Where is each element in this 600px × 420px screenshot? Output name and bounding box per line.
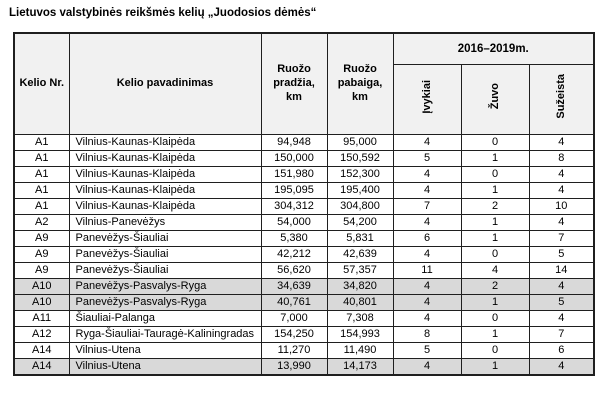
- cell-zuvo: 1: [461, 182, 529, 198]
- header-road-name: Kelio pavadinimas: [69, 33, 261, 134]
- header-injured-label: Sužeista: [554, 74, 567, 119]
- cell-suzeista: 4: [529, 134, 594, 150]
- cell-start: 154,250: [261, 326, 327, 342]
- table-row: [14, 358, 594, 375]
- cell-nr: A14: [14, 358, 69, 375]
- cell-ivykiai: 4: [393, 310, 461, 326]
- cell-start: 151,980: [261, 166, 327, 182]
- cell-end: 14,173: [327, 358, 393, 375]
- cell-nr: A1: [14, 166, 69, 182]
- cell-suzeista: 4: [529, 166, 594, 182]
- header-injured: [529, 64, 594, 134]
- cell-zuvo: 1: [461, 150, 529, 166]
- cell-start: 11,270: [261, 342, 327, 358]
- cell-zuvo: 2: [461, 278, 529, 294]
- cell-nr: A1: [14, 198, 69, 214]
- header-accidents: [393, 64, 461, 134]
- header-row-group: [14, 33, 594, 64]
- cell-zuvo: 0: [461, 342, 529, 358]
- cell-end: 5,831: [327, 230, 393, 246]
- table-row: [14, 342, 594, 358]
- cell-end: 195,400: [327, 182, 393, 198]
- table-row: [14, 278, 594, 294]
- table-row: [14, 230, 594, 246]
- cell-ivykiai: 4: [393, 166, 461, 182]
- table-row: [14, 246, 594, 262]
- cell-start: 56,620: [261, 262, 327, 278]
- cell-ivykiai: 4: [393, 358, 461, 375]
- cell-nr: A11: [14, 310, 69, 326]
- cell-suzeista: 5: [529, 246, 594, 262]
- cell-name: Vilnius-Utena: [69, 342, 261, 358]
- cell-name: Vilnius-Kaunas-Klaipėda: [69, 166, 261, 182]
- cell-nr: A1: [14, 150, 69, 166]
- table-row: [14, 214, 594, 230]
- cell-name: Panevėžys-Šiauliai: [69, 246, 261, 262]
- cell-nr: A9: [14, 246, 69, 262]
- cell-name: Vilnius-Utena: [69, 358, 261, 375]
- cell-nr: A10: [14, 278, 69, 294]
- cell-end: 11,490: [327, 342, 393, 358]
- cell-ivykiai: 4: [393, 134, 461, 150]
- cell-name: Vilnius-Kaunas-Klaipėda: [69, 198, 261, 214]
- cell-suzeista: 4: [529, 182, 594, 198]
- cell-nr: A9: [14, 230, 69, 246]
- cell-zuvo: 1: [461, 294, 529, 310]
- cell-start: 7,000: [261, 310, 327, 326]
- table-row: [14, 262, 594, 278]
- header-accidents-label: Įvykiai: [420, 79, 433, 114]
- cell-nr: A12: [14, 326, 69, 342]
- cell-end: 152,300: [327, 166, 393, 182]
- cell-nr: A14: [14, 342, 69, 358]
- cell-ivykiai: 8: [393, 326, 461, 342]
- cell-name: Vilnius-Kaunas-Klaipėda: [69, 134, 261, 150]
- table-row: [14, 310, 594, 326]
- cell-zuvo: 1: [461, 358, 529, 375]
- cell-nr: A1: [14, 134, 69, 150]
- cell-suzeista: 7: [529, 326, 594, 342]
- cell-end: 304,800: [327, 198, 393, 214]
- cell-zuvo: 0: [461, 246, 529, 262]
- cell-ivykiai: 4: [393, 294, 461, 310]
- cell-start: 94,948: [261, 134, 327, 150]
- header-killed: [461, 64, 529, 134]
- table-body: [14, 134, 594, 375]
- cell-end: 7,308: [327, 310, 393, 326]
- cell-suzeista: 7: [529, 230, 594, 246]
- cell-suzeista: 4: [529, 358, 594, 375]
- cell-zuvo: 2: [461, 198, 529, 214]
- cell-ivykiai: 5: [393, 150, 461, 166]
- cell-start: 13,990: [261, 358, 327, 375]
- table-row: [14, 198, 594, 214]
- cell-suzeista: 8: [529, 150, 594, 166]
- cell-start: 40,761: [261, 294, 327, 310]
- cell-ivykiai: 7: [393, 198, 461, 214]
- cell-nr: A10: [14, 294, 69, 310]
- header-killed-label: Žuvo: [488, 83, 501, 110]
- cell-suzeista: 4: [529, 310, 594, 326]
- table-row: [14, 150, 594, 166]
- cell-zuvo: 0: [461, 166, 529, 182]
- cell-zuvo: 1: [461, 214, 529, 230]
- cell-name: Vilnius-Kaunas-Klaipėda: [69, 182, 261, 198]
- cell-name: Vilnius-Kaunas-Klaipėda: [69, 150, 261, 166]
- table-header: [14, 33, 594, 134]
- cell-nr: A2: [14, 214, 69, 230]
- cell-name: Panevėžys-Šiauliai: [69, 262, 261, 278]
- header-section-start: Ruožo pradžia, km: [261, 33, 327, 134]
- table-row: [14, 134, 594, 150]
- cell-suzeista: 4: [529, 214, 594, 230]
- cell-end: 150,592: [327, 150, 393, 166]
- cell-zuvo: 1: [461, 326, 529, 342]
- blackspots-table: [13, 32, 595, 376]
- table-row: [14, 166, 594, 182]
- cell-end: 154,993: [327, 326, 393, 342]
- cell-nr: A1: [14, 182, 69, 198]
- cell-end: 95,000: [327, 134, 393, 150]
- cell-zuvo: 1: [461, 230, 529, 246]
- cell-start: 5,380: [261, 230, 327, 246]
- header-road-nr: Kelio Nr.: [14, 33, 69, 134]
- cell-name: Panevėžys-Pasvalys-Ryga: [69, 294, 261, 310]
- cell-suzeista: 14: [529, 262, 594, 278]
- header-section-end: Ruožo pabaiga, km: [327, 33, 393, 134]
- cell-end: 57,357: [327, 262, 393, 278]
- cell-start: 54,000: [261, 214, 327, 230]
- page-title: Lietuvos valstybinės reikšmės kelių „Juodosios dėmės“: [9, 7, 317, 19]
- cell-name: Vilnius-Panevėžys: [69, 214, 261, 230]
- cell-end: 34,820: [327, 278, 393, 294]
- cell-ivykiai: 4: [393, 246, 461, 262]
- cell-suzeista: 6: [529, 342, 594, 358]
- header-period-group: 2016–2019m.: [393, 33, 594, 64]
- cell-start: 195,095: [261, 182, 327, 198]
- cell-name: Ryga-Šiauliai-Tauragė-Kaliningradas: [69, 326, 261, 342]
- cell-nr: A9: [14, 262, 69, 278]
- cell-name: Panevėžys-Pasvalys-Ryga: [69, 278, 261, 294]
- cell-ivykiai: 4: [393, 278, 461, 294]
- cell-name: Šiauliai-Palanga: [69, 310, 261, 326]
- cell-ivykiai: 4: [393, 214, 461, 230]
- cell-end: 42,639: [327, 246, 393, 262]
- cell-ivykiai: 11: [393, 262, 461, 278]
- table-row: [14, 294, 594, 310]
- cell-end: 54,200: [327, 214, 393, 230]
- cell-start: 150,000: [261, 150, 327, 166]
- cell-suzeista: 10: [529, 198, 594, 214]
- table-row: [14, 182, 594, 198]
- cell-suzeista: 4: [529, 278, 594, 294]
- cell-suzeista: 5: [529, 294, 594, 310]
- cell-zuvo: 0: [461, 134, 529, 150]
- cell-start: 34,639: [261, 278, 327, 294]
- cell-ivykiai: 6: [393, 230, 461, 246]
- cell-zuvo: 4: [461, 262, 529, 278]
- table-row: [14, 326, 594, 342]
- cell-ivykiai: 4: [393, 182, 461, 198]
- cell-start: 304,312: [261, 198, 327, 214]
- cell-end: 40,801: [327, 294, 393, 310]
- cell-start: 42,212: [261, 246, 327, 262]
- cell-zuvo: 0: [461, 310, 529, 326]
- cell-ivykiai: 5: [393, 342, 461, 358]
- cell-name: Panevėžys-Šiauliai: [69, 230, 261, 246]
